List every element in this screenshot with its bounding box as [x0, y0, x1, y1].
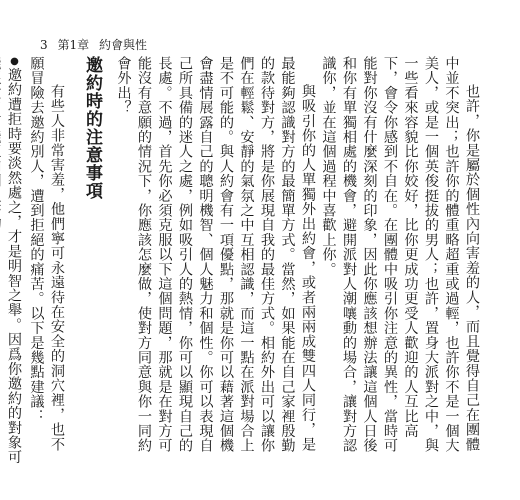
- chapter-title: 約會與性: [98, 38, 147, 52]
- section-heading: 邀約時的注意事項: [82, 56, 102, 200]
- paragraph: 與吸引你的人單獨外出約會，或者兩兩成雙四人同行，是最能夠認識對方的最簡單方式。當然，如果能在自己家裡殷勤的款待對方，將是你展現自我的最佳方式。相約外出可以讓你們在輕鬆、安靜的氣氛之中互相認識，而這一點在派對場合上是不可能的。與人約會有一項優點，那就是你可以藉著這個機會盡情展露自己的聰明機智、個人魅力和個性。你可以表現自己所具備的迷人之處，例如吸引人的熱情，你可以顯現自己的長處。不過，首先你必須克服以下這個問題，那就是在對方可能沒有意願的情況下，你應該怎麼做，使對方同意與你一同約會外出？: [115, 56, 316, 453]
- bullet-icon: ●: [9, 56, 20, 68]
- bullet-item: [0, 56, 24, 466]
- bullet-text: 邀約遭拒時要淡然處之，才是明智之舉。因爲你邀約的對象可: [6, 67, 22, 465]
- chapter-label: 第1章: [57, 38, 90, 52]
- vertical-body-text: [6, 56, 482, 466]
- page-number: 3: [40, 38, 48, 52]
- paragraph: 也許，你是屬於個性內向害羞的人，而且覺得自己在團體中並不突出；也許你的體重略超重或過輕，也許你不是一個大美人，或是一個英俊挺拔的男人；也許，置身大派對之中，與一些看來容貌比你姣好，比你更成功更受人歡迎的人互比高下，會令你感到不自在。在團體中吸引你注意的異性，當時可能對你沒有什麼深刻的印象，因此你應該想辦法讓這個人日後和你有單獨相處的機會，避開派對人潮嚷動的場合，讓對方認識你，並在這個過程中喜歡上你。: [320, 56, 480, 453]
- running-header: [40, 38, 153, 52]
- paragraph: 有些人非常害羞，他們寧可永遠待在安全的洞穴裡，也不願冒險去邀約別人，遭到拒絕的痛苦。以下是幾點建議：: [28, 56, 65, 452]
